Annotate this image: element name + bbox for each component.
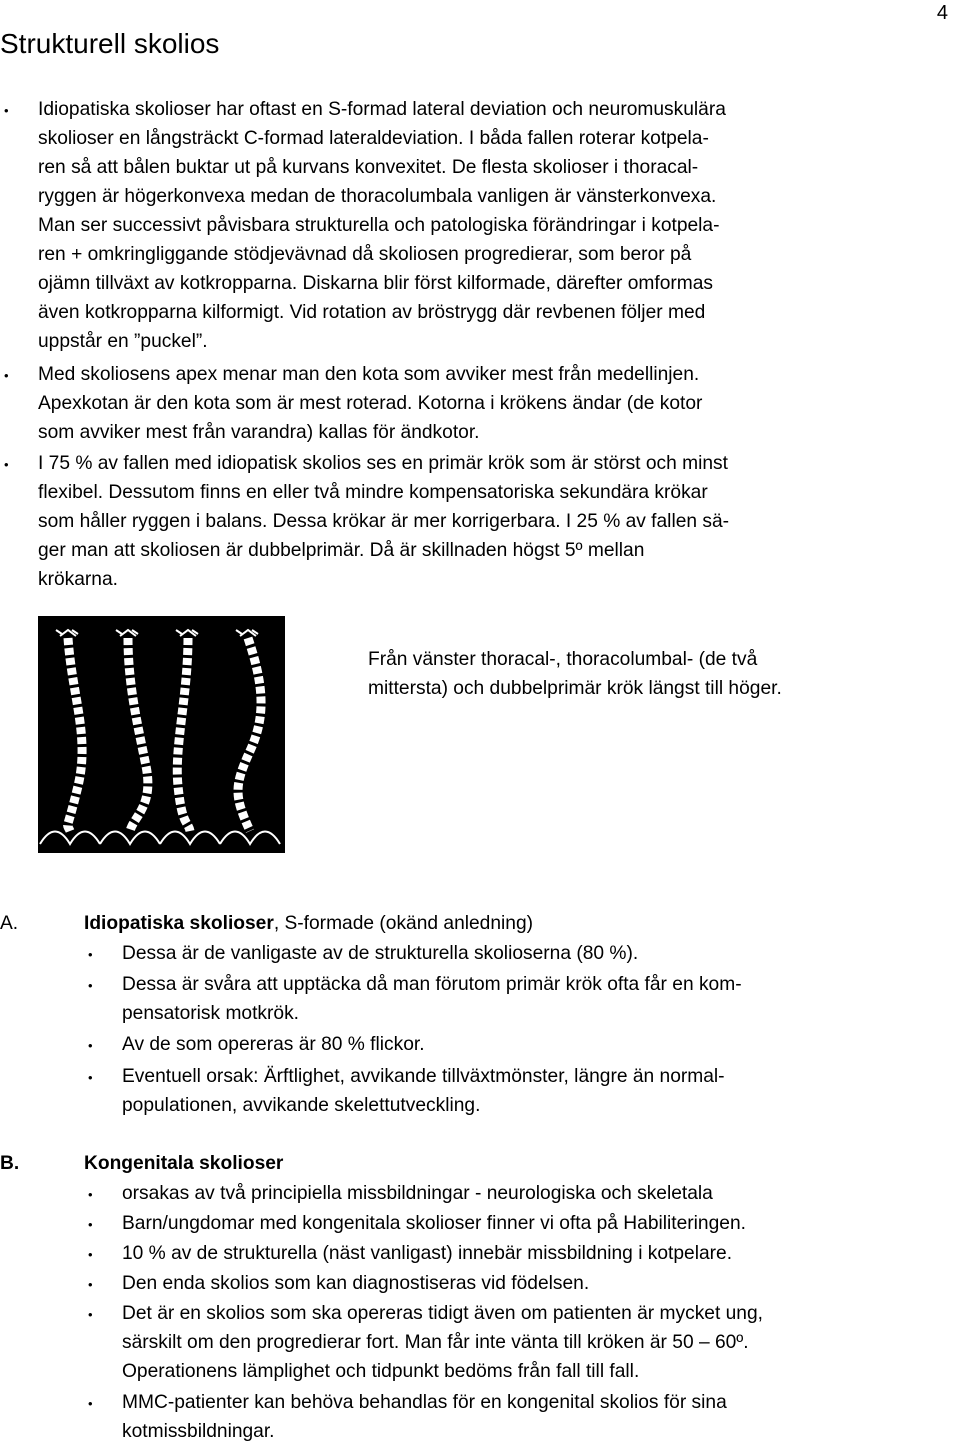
list-item-line: Den enda skolios som kan diagnostiseras vid födelsen. <box>122 1273 590 1294</box>
paragraph-line: krökarna. <box>38 569 118 590</box>
bullet-marker: • <box>88 978 93 993</box>
paragraph-line: ryggen är högerkonvexa medan de thoracolumbala vanligen är vänsterkonvexa. <box>38 186 717 207</box>
list-item-line: 10 % av de strukturella (näst vanligast) innebär missbildning i kotpelare. <box>122 1243 733 1264</box>
spine-curves-illustration <box>38 616 285 853</box>
paragraph-line: Med skoliosens apex menar man den kota som avviker mest från medellinjen. <box>38 364 700 385</box>
bullet-marker: • <box>88 1070 93 1085</box>
paragraph-line: uppstår en ”puckel”. <box>38 331 208 352</box>
bullet-marker: • <box>88 1038 93 1053</box>
list-item-line: populationen, avvikande skelettutveckling. <box>122 1095 481 1116</box>
bullet-marker: • <box>88 947 93 962</box>
list-item-line: Det är en skolios som ska opereras tidigt även om patienten är mycket ung, <box>122 1303 763 1324</box>
list-item-line: orsakas av två principiella missbildningar - neurologiska och skeletala <box>122 1183 713 1204</box>
bullet-marker: • <box>88 1307 93 1322</box>
list-item-line: Barn/ungdomar med kongenitala skolioser finner vi ofta på Habiliteringen. <box>122 1213 746 1234</box>
page-number: 4 <box>936 2 948 24</box>
paragraph-line: ren så att bålen buktar ut på kurvans konvexitet. De flesta skolioser i thoracal- <box>38 157 699 178</box>
paragraph-line: ojämn tillväxt av kotkropparna. Diskarna blir först kilformade, därefter omformas <box>38 273 714 294</box>
bullet-marker: • <box>4 368 9 383</box>
section-a-heading <box>84 913 533 935</box>
section-b-heading: Kongenitala skolioser <box>84 1153 284 1174</box>
list-item-line: Dessa är de vanligaste av de strukturella skolioserna (80 %). <box>122 943 639 964</box>
list-item-line: särskilt om den progredierar fort. Man får inte vänta till kröken är 50 – 60º. <box>122 1332 749 1353</box>
list-item-line: kotmissbildningar. <box>122 1421 275 1442</box>
paragraph-line: Man ser successivt påvisbara strukturella och patologiska förändringar i kotpela- <box>38 215 720 236</box>
section-a-heading-bold: Idiopatiska skolioser <box>84 913 274 934</box>
paragraph-line: ger man att skoliosen är dubbelprimär. Då är skillnaden högst 5º mellan <box>38 540 645 561</box>
bullet-marker: • <box>4 457 9 472</box>
bullet-marker: • <box>88 1396 93 1411</box>
bullet-marker: • <box>4 103 9 118</box>
section-a-heading-rest: , S-formade (okänd anledning) <box>273 913 534 934</box>
paragraph-line: Idiopatiska skolioser har oftast en S-formad lateral deviation och neuromuskulära <box>38 99 726 120</box>
paragraph-line: Apexkotan är den kota som är mest roterad. Kotorna i krökens ändar (de kotor <box>38 393 703 414</box>
paragraph-line: ren + omkringliggande stödjevävnad då skoliosen progredierar, som beror på <box>38 244 692 265</box>
paragraph-line: även kotkropparna kilformigt. Vid rotation av bröstrygg där revbenen följer med <box>38 302 706 323</box>
bullet-marker: • <box>88 1187 93 1202</box>
paragraph-line: skolioser en långsträckt C-formad lateraldeviation. I båda fallen roterar kotpela- <box>38 128 709 149</box>
list-item-line: Av de som opereras är 80 % flickor. <box>122 1034 425 1055</box>
bullet-marker: • <box>88 1277 93 1292</box>
list-item-line: Operationens lämplighet och tidpunkt bedöms från fall till fall. <box>122 1361 640 1382</box>
spine-xray-figure <box>38 616 285 853</box>
list-item-line: Dessa är svåra att upptäcka då man förutom primär krök ofta får en kom- <box>122 974 742 995</box>
bullet-marker: • <box>88 1247 93 1262</box>
list-item-line: Eventuell orsak: Ärftlighet, avvikande tillväxtmönster, längre än normal- <box>122 1066 725 1087</box>
paragraph-line: I 75 % av fallen med idiopatisk skolios ses en primär krök som är störst och minst <box>38 453 728 474</box>
list-item-line: MMC-patienter kan behöva behandlas för en kongenital skolios för sina <box>122 1392 727 1413</box>
figure-caption: Från vänster thoracal-, thoracolumbal- (de två <box>368 649 758 670</box>
section-a-letter: A. <box>0 913 19 934</box>
paragraph-line: flexibel. Dessutom finns en eller två mindre kompensatoriska sekundära krökar <box>38 482 708 503</box>
paragraph-line: som håller ryggen i balans. Dessa krökar är mer korrigerbara. I 25 % av fallen sä- <box>38 511 730 532</box>
bullet-marker: • <box>88 1217 93 1232</box>
paragraph-line: som avviker mest från varandra) kallas för ändkotor. <box>38 422 480 443</box>
list-item-line: pensatorisk motkrök. <box>122 1003 300 1024</box>
page-title: Strukturell skolios <box>0 28 220 59</box>
figure-caption: mittersta) och dubbelprimär krök längst till höger. <box>368 678 782 699</box>
section-b-letter: B. <box>0 1153 20 1174</box>
